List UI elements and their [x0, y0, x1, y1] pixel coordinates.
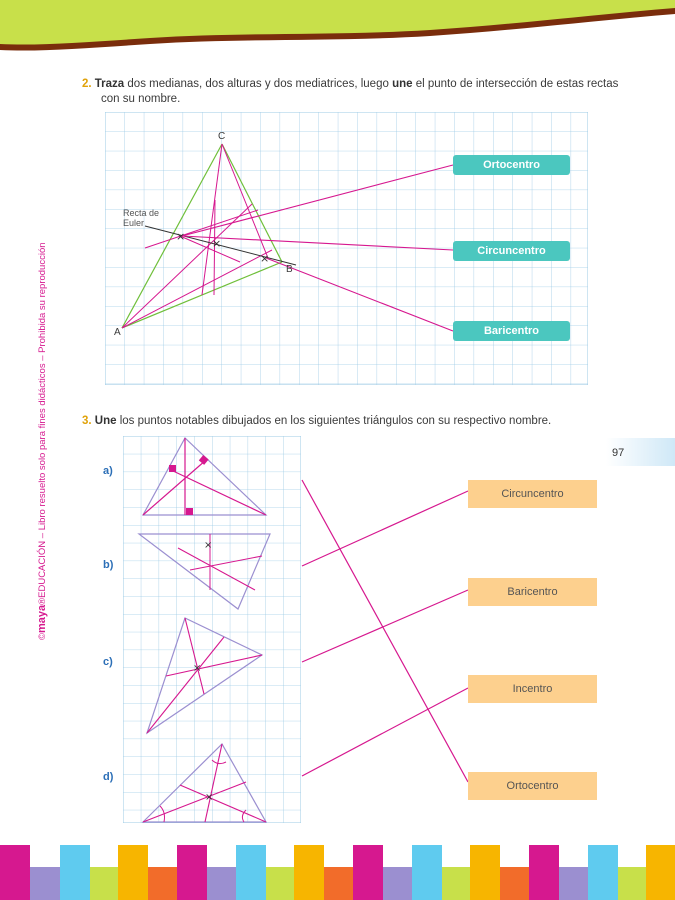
box-incentro-q3: Incentro — [468, 675, 597, 703]
box-ortocentro: Ortocentro — [453, 155, 570, 175]
svg-text:×: × — [205, 792, 214, 803]
sidebar-copyright: ©maya®EDUCACIÓN – Libro resuelto solo para fines didácticos – Prohibida su reproducción — [36, 242, 48, 640]
brand-logo: maya — [36, 604, 48, 633]
q2-statement: 2. Traza dos medianas, dos alturas y dos mediatrices, luego une el punto de intersección de estas rectas — [82, 78, 619, 90]
svg-text:×: × — [212, 237, 222, 250]
svg-text:×: × — [260, 252, 270, 265]
box-baricentro: Baricentro — [453, 321, 570, 341]
q3-statement: 3. Une los puntos notables dibujados en los siguientes triángulos con su respectivo nombre. — [82, 415, 552, 427]
triangle-d — [143, 744, 266, 822]
svg-text:×: × — [176, 230, 186, 243]
item-b-label: b) — [103, 559, 114, 571]
triangle-b — [139, 534, 270, 609]
vertex-a-label: A — [114, 327, 121, 338]
page-number: 97 — [612, 447, 625, 459]
euler-label: Recta de Euler — [123, 208, 160, 228]
box-circuncentro-q3: Circuncentro — [468, 480, 597, 508]
svg-text:×: × — [204, 540, 213, 551]
triangle-c — [147, 618, 262, 733]
box-circuncentro: Circuncentro — [453, 241, 570, 261]
item-a-label: a) — [103, 465, 113, 477]
vertex-c-label: C — [218, 131, 226, 142]
q2-statement-cont: con su nombre. — [101, 93, 181, 105]
item-c-label: c) — [103, 656, 113, 668]
box-ortocentro-q3: Ortocentro — [468, 772, 597, 800]
item-d-label: d) — [103, 771, 114, 783]
svg-text:×: × — [193, 663, 202, 674]
footer-stripes — [0, 845, 675, 900]
box-baricentro-q3: Baricentro — [468, 578, 597, 606]
vertex-b-label: B — [286, 264, 293, 275]
triangle-a — [143, 438, 266, 515]
